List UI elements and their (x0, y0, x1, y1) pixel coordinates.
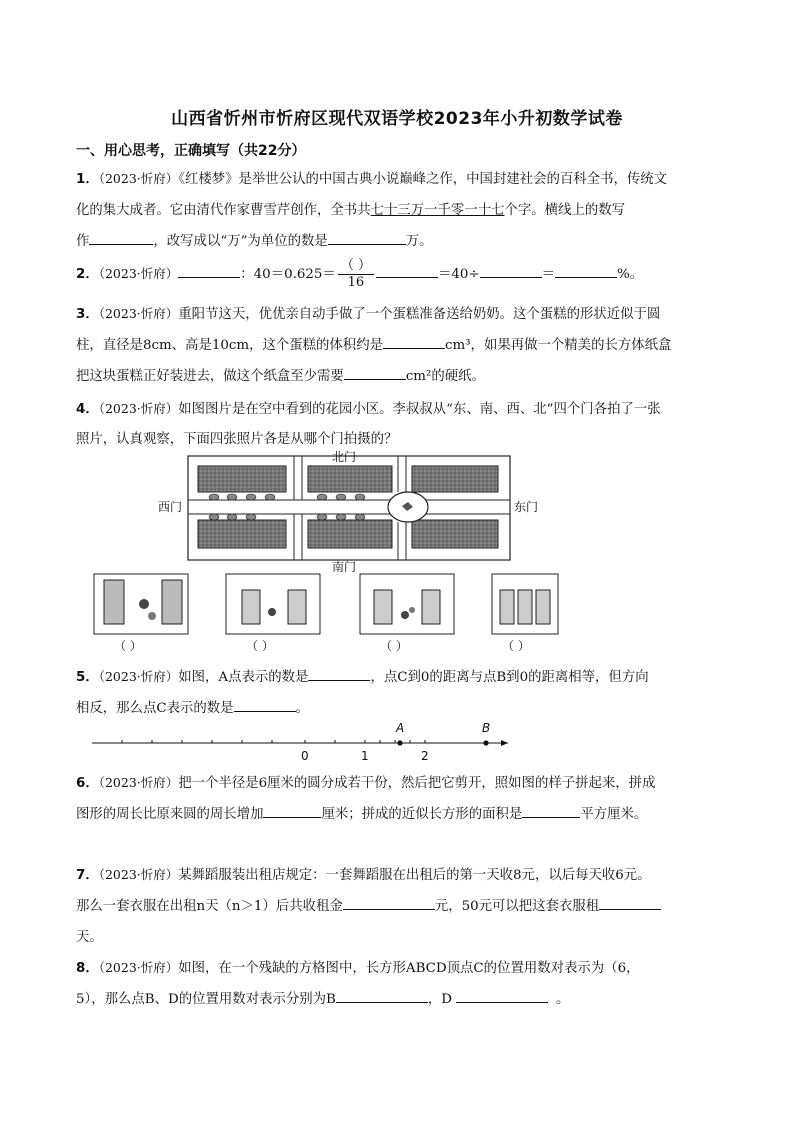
q8-text-b1: 5），那么点B、D的位置用数对表示分别为B (76, 992, 336, 1007)
q3-line-2 (76, 334, 671, 353)
q4-line-1 (76, 398, 661, 417)
q1-tag: （2023·忻府） (98, 171, 179, 186)
tree-13 (355, 514, 365, 520)
gate-photos (92, 572, 562, 654)
q8-number: 8． (76, 961, 99, 976)
number-line (88, 718, 518, 768)
q6-text-b1: 图形的周长比原来圆的周长增加 (76, 807, 264, 822)
garden-aerial-map (150, 448, 550, 573)
q6-line-2 (76, 803, 647, 822)
q8-blank-1[interactable] (336, 989, 428, 1003)
q3-text-c2: cm²的硬纸。 (405, 369, 485, 384)
q1-line-3 (76, 230, 433, 249)
label-A: A (396, 721, 405, 735)
q5-text-a1: 如图，A点表示的数是 (178, 670, 309, 685)
tree-1 (209, 494, 219, 500)
q6-text-a: 把一个半径是6厘米的圆分成若干份，然后把它剪开，照如图的样子拼起来，拼成 (178, 776, 656, 791)
tree-3 (246, 494, 256, 500)
point-A (397, 740, 402, 745)
q5-line-2 (76, 697, 309, 716)
label-B: B (482, 721, 491, 735)
q3-blank-2[interactable] (344, 366, 406, 380)
q1-text-c3: 万。 (405, 234, 433, 249)
q2-fraction (338, 258, 374, 291)
tree-4 (265, 494, 275, 500)
number-line-arrow (501, 740, 508, 746)
q1-text-b1: 化的集大成者。它由清代作家曹雪芹创作，全书共 (76, 203, 371, 218)
label-west-gate: 西门 (158, 500, 183, 514)
q2-number: 2． (76, 267, 99, 282)
q6-line-1 (76, 772, 655, 791)
q1-underlined-number: 七十三万一千零一十七 (370, 203, 505, 218)
q1-line-2 (76, 199, 625, 218)
tree-6 (336, 494, 346, 500)
page-title: 山西省忻州市忻府区现代双语学校2023年小升初数学试卷 (171, 109, 623, 129)
q1-line-1 (76, 168, 667, 187)
q6-number: 6． (76, 776, 99, 791)
q8-line-2 (76, 988, 569, 1007)
q4-line-2 (76, 428, 397, 447)
q3-number: 3． (76, 307, 99, 322)
photo-2 (226, 574, 320, 653)
building-se (412, 520, 498, 548)
q8-text-b2: ，D (427, 992, 453, 1007)
photo-3 (360, 574, 454, 653)
q2-text-p3: ＝ (541, 267, 555, 282)
photo-1-answer[interactable]: （ ） (114, 639, 142, 653)
building-ne (412, 466, 498, 492)
q8-line-1 (76, 957, 640, 976)
q7-blank-1[interactable] (343, 896, 435, 910)
q3-line-1 (76, 303, 660, 322)
q6-tag: （2023·忻府） (98, 775, 179, 790)
q2-text-p4: %。 (617, 267, 644, 282)
q7-number: 7． (76, 868, 99, 883)
section-heading: 一、用心思考，正确填写（共22分） (76, 143, 306, 159)
tree-2 (227, 494, 237, 500)
q5-number: 5． (76, 670, 99, 685)
q7-text-a: 某舞蹈服装出租店规定：一套舞蹈服在出租后的第一天收8元，以后每天收6元。 (178, 868, 651, 883)
q8-blank-2[interactable] (456, 989, 548, 1003)
label-0: 0 (301, 749, 309, 763)
q8-tag: （2023·忻府） (98, 960, 179, 975)
q2-blank-3[interactable] (480, 264, 542, 278)
q5-text-b2: 。 (295, 701, 309, 716)
q5-tag: （2023·忻府） (98, 669, 179, 684)
q7-tag: （2023·忻府） (98, 867, 179, 882)
q1-text-a: 《红楼梦》是举世公认的中国古典小说巅峰之作，中国封建社会的百科全书，传统文 (178, 172, 668, 187)
q7-blank-2[interactable] (599, 896, 661, 910)
q4-text-b: 照片，认真观察，下面四张照片各是从哪个门拍摄的？ (76, 432, 398, 447)
building-nw (198, 466, 286, 492)
tree-5 (317, 494, 327, 500)
label-1: 1 (361, 749, 369, 763)
q1-text-b2: 个字。横线上的数写 (504, 203, 626, 218)
q7-text-b2: 元，50元可以把这套衣服租 (434, 899, 600, 914)
point-B (483, 740, 488, 745)
building-n (308, 466, 392, 492)
photo-1 (94, 574, 188, 653)
tree-11 (317, 514, 327, 520)
q3-text-b2: cm³，如果再做一个精美的长方体纸盒 (444, 338, 672, 353)
q7-text-b1: 那么一套衣服在出租n天（n＞1）后共收租金 (76, 899, 343, 914)
photo-4 (492, 574, 558, 653)
q1-blank-1[interactable] (89, 231, 153, 245)
tree-8 (209, 514, 219, 520)
q7-line-3 (76, 926, 103, 945)
q2-text-p1: ：40＝0.625＝ (240, 267, 336, 282)
label-east-gate: 东门 (514, 500, 539, 514)
q7-text-c: 天。 (76, 930, 103, 945)
label-north-gate: 北门 (332, 450, 357, 464)
q6-text-b3: 平方厘米。 (580, 807, 648, 822)
q5-text-b1: 相反，那么点C表示的数是 (76, 701, 234, 716)
q3-text-a: 重阳节这天，优优亲自动手做了一个蛋糕准备送给奶奶。这个蛋糕的形状近似于圆 (178, 307, 661, 322)
q4-tag: （2023·忻府） (98, 401, 179, 416)
q2-tag: （2023·忻府） (98, 266, 179, 281)
q6-text-b2: 厘米；拼成的近似长方形的面积是 (321, 807, 523, 822)
q2-fraction-numerator[interactable]: （ ） (338, 258, 374, 275)
q8-text-b3: 。 (556, 992, 570, 1007)
q2-text-p2: ＝40÷ (437, 267, 480, 282)
q5-line-1 (76, 666, 649, 685)
q6-blank-1[interactable] (263, 804, 321, 818)
building-s (308, 520, 392, 548)
tree-10 (246, 514, 256, 520)
q3-blank-1[interactable] (383, 335, 445, 349)
q6-blank-2[interactable] (522, 804, 580, 818)
q3-text-c1: 把这块蛋糕正好装进去，做这个纸盒至少需要 (76, 369, 344, 384)
label-2: 2 (421, 749, 429, 763)
photo-4-answer[interactable]: （ ） (502, 639, 530, 653)
tree-12 (336, 514, 346, 520)
photo-2-answer[interactable]: （ ） (246, 639, 274, 653)
q2-line (76, 258, 643, 291)
q3-line-3 (76, 365, 485, 384)
q2-blank-1[interactable] (178, 264, 240, 278)
q3-text-b1: 柱，直径是8cm、高是10cm，这个蛋糕的体积约是 (76, 338, 383, 353)
tree-7 (355, 494, 365, 500)
q2-blank-2[interactable] (376, 264, 438, 278)
photo-3-answer[interactable]: （ ） (380, 639, 408, 653)
q1-blank-2[interactable] (328, 231, 406, 245)
q7-line-1 (76, 864, 651, 883)
label-south-gate: 南门 (332, 560, 357, 573)
q5-blank-2[interactable] (234, 698, 296, 712)
q5-blank-1[interactable] (308, 667, 370, 681)
q1-text-c2: ，改写成以“万”为单位的数是 (153, 234, 328, 249)
q4-number: 4． (76, 402, 99, 417)
q4-text-a: 如图图片是在空中看到的花园小区。李叔叔从“东、南、西、北”四个门各拍了一张 (178, 402, 661, 417)
q1-text-c1: 作 (76, 234, 90, 249)
q2-fraction-denominator: 16 (347, 275, 365, 290)
q8-text-a: 如图，在一个残缺的方格图中，长方形ABCD顶点C的位置用数对表示为（6， (178, 961, 640, 976)
q2-blank-4[interactable] (555, 264, 617, 278)
q3-tag: （2023·忻府） (98, 306, 179, 321)
q5-text-a2: ，点C到0的距离与点B到0的距离相等，但方向 (370, 670, 649, 685)
q7-line-2 (76, 895, 661, 914)
tree-9 (227, 514, 237, 520)
building-sw (198, 520, 286, 548)
q1-number: 1． (76, 172, 99, 187)
